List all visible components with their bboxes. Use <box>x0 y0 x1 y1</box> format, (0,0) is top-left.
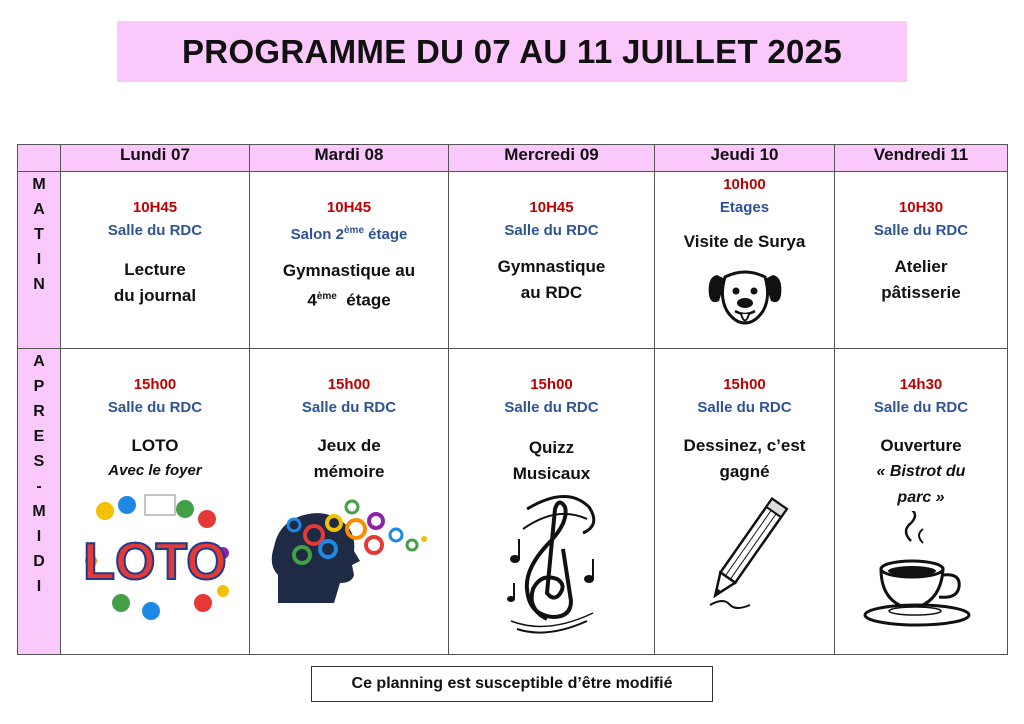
header-row <box>18 145 1008 172</box>
activity-cell <box>250 349 449 655</box>
activity-time: 14h30 <box>899 376 943 393</box>
day-header: Lundi 07 <box>61 145 250 172</box>
period-letter: A <box>33 201 45 218</box>
activity-place: Salle du RDC <box>301 399 397 416</box>
activity-title: Jeux de <box>317 436 381 455</box>
activity-time: 10H45 <box>132 199 178 216</box>
day-header: Vendredi 11 <box>835 145 1008 172</box>
activity-place: Salle du RDC <box>107 399 203 416</box>
activity-cell <box>61 172 250 349</box>
activity-place: Salle du RDC <box>873 222 969 239</box>
dog-icon <box>705 261 785 331</box>
activity-place: Salle du RDC <box>697 399 792 416</box>
day-header: Mardi 08 <box>250 145 449 172</box>
activity-time: 15h00 <box>327 376 371 393</box>
period-letter: P <box>33 378 45 395</box>
activity-time: 10h00 <box>723 176 766 193</box>
activity-time: 15h00 <box>530 376 573 393</box>
period-letter: I <box>36 578 42 595</box>
activity-subtitle: parc » <box>897 489 945 506</box>
activity-place: Salle du RDC <box>873 399 969 416</box>
activity-title: gagné <box>719 462 770 481</box>
activity-cell <box>655 349 835 655</box>
activity-title: Ouverture <box>880 436 962 455</box>
activity-title: Gymnastique au <box>282 261 416 280</box>
corner-cell <box>18 145 61 172</box>
activity-place: Salle du RDC <box>504 399 599 416</box>
period-letter: S <box>33 453 45 470</box>
activity-title: Lecture <box>124 260 186 279</box>
activity-place: Salon 2ème étage <box>290 225 408 243</box>
loto-logo <box>75 491 235 626</box>
activity-title: pâtisserie <box>881 283 961 302</box>
day-header: Mercredi 09 <box>449 145 655 172</box>
page-title: PROGRAMME DU 07 AU 11 JUILLET 2025 <box>182 32 842 70</box>
activity-cell <box>835 349 1008 655</box>
activity-cell <box>835 172 1008 349</box>
activity-place: Salle du RDC <box>504 222 599 239</box>
activity-time: 15h00 <box>723 376 766 393</box>
period-letter: R <box>33 403 45 420</box>
period-letter: A <box>33 353 45 370</box>
activity-title: LOTO <box>131 436 179 455</box>
title-banner <box>117 21 907 82</box>
activity-time: 10H30 <box>898 199 944 216</box>
activity-title: 4ème étage <box>307 290 391 310</box>
activity-time: 10H45 <box>326 199 372 216</box>
activity-subtitle: Avec le foyer <box>108 462 202 479</box>
activity-title: Visite de Surya <box>683 232 806 251</box>
activity-place: Etages <box>719 199 770 216</box>
activity-cell <box>449 349 655 655</box>
brain-gears-icon <box>264 495 434 605</box>
activity-cell <box>655 172 835 349</box>
activity-cell <box>250 172 449 349</box>
period-letter: E <box>33 428 45 445</box>
period-afternoon <box>18 349 61 655</box>
period-letter: M <box>32 176 46 193</box>
day-header: Jeudi 10 <box>655 145 835 172</box>
period-letter: I <box>36 251 42 268</box>
activity-title: mémoire <box>313 462 385 481</box>
period-morning <box>18 172 61 349</box>
activity-title: au RDC <box>520 283 583 302</box>
schedule-table <box>17 144 1008 655</box>
period-letter: M <box>32 503 46 520</box>
footer-notice <box>311 666 713 702</box>
activity-time: 15h00 <box>133 376 177 393</box>
activity-title: Atelier <box>894 257 948 276</box>
pencil-icon <box>690 493 800 613</box>
activity-title: Quizz <box>528 438 575 457</box>
period-letter: D <box>33 553 45 570</box>
activity-cell <box>449 172 655 349</box>
music-notes-icon <box>497 489 607 639</box>
coffee-cup-icon <box>861 511 981 631</box>
loto-logo-text: LOTO <box>83 533 227 591</box>
afternoon-row <box>18 349 1008 655</box>
period-letter: T <box>34 226 44 243</box>
activity-title: du journal <box>113 286 197 305</box>
activity-title: Gymnastique <box>497 257 606 276</box>
period-letter: N <box>33 276 45 293</box>
activity-time: 10H45 <box>529 199 574 216</box>
period-letter: - <box>36 478 42 495</box>
activity-title: Dessinez, c’est <box>683 436 806 455</box>
footer-text: Ce planning est susceptible d’être modifié <box>351 675 673 692</box>
activity-place: Salle du RDC <box>107 222 203 239</box>
activity-cell <box>61 349 250 655</box>
activity-title: Musicaux <box>512 464 591 483</box>
morning-row <box>18 172 1008 349</box>
period-letter: I <box>36 528 42 545</box>
activity-subtitle: « Bistrot du <box>876 463 966 480</box>
